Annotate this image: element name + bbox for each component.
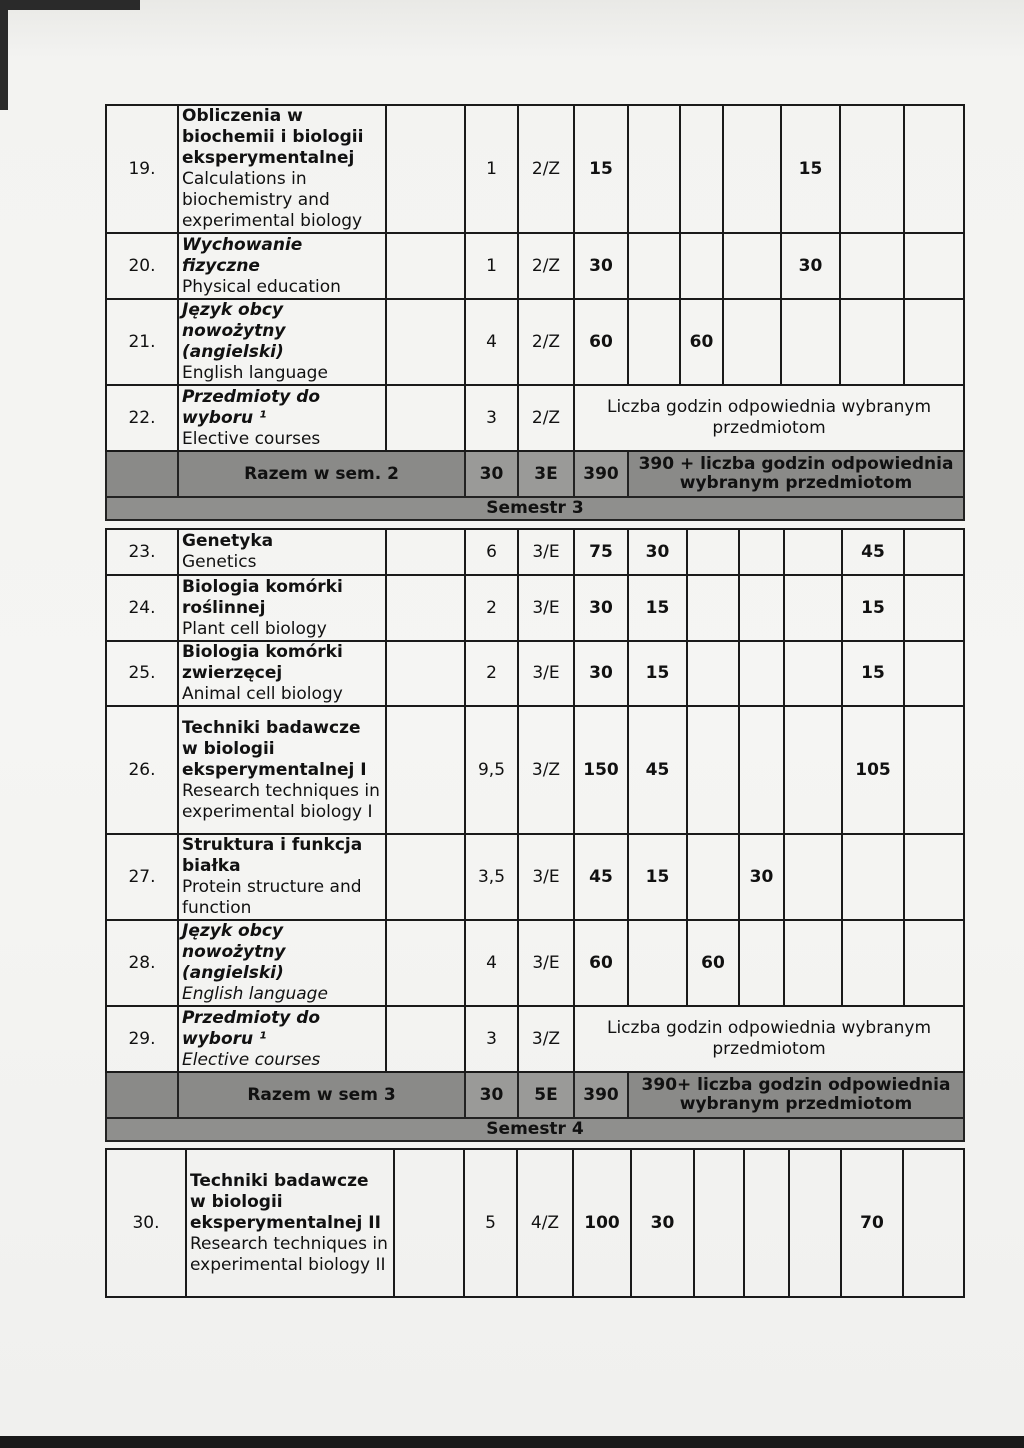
hours-cell-1: [628, 233, 680, 299]
hours-cell-4: [784, 920, 842, 1006]
course-name-pl: Obliczenia w biochemii i biologii eksperymentalnej: [182, 106, 364, 168]
total-hours-cell: 45: [574, 834, 628, 920]
course-name: [178, 233, 386, 299]
summary-ects: 30: [465, 451, 518, 497]
empty-cell: [386, 834, 465, 920]
hours-cell-5: 70: [841, 1149, 903, 1297]
scan-edge-bottom: [0, 1436, 1024, 1448]
curriculum-table-block-1: [105, 104, 965, 521]
course-name-pl: Biologia komórki roślinnej: [182, 576, 343, 618]
course-name: [178, 385, 386, 451]
ects-cell: 3: [465, 1006, 518, 1072]
semester-header-row: [106, 1118, 964, 1141]
hours-cell-2: [680, 233, 723, 299]
ects-cell: 9,5: [465, 706, 518, 834]
hours-cell-3: 30: [739, 834, 784, 920]
ects-cell: 2: [465, 575, 518, 641]
course-name: [178, 920, 386, 1006]
course-name-en: Elective courses: [182, 1049, 321, 1070]
empty-cell: [904, 105, 964, 233]
hours-cell-3: [739, 920, 784, 1006]
ects-cell: 5: [464, 1149, 517, 1297]
empty-cell: [386, 299, 465, 385]
hours-cell-1: 15: [628, 641, 687, 706]
hours-cell-4: [784, 575, 842, 641]
course-name-pl: Przedmioty do wyboru ¹: [182, 1007, 321, 1049]
hours-cell-5: 45: [842, 529, 904, 575]
hours-cell-4: [784, 834, 842, 920]
row-number: 19.: [106, 105, 178, 233]
hours-cell-4: [784, 706, 842, 834]
empty-cell: [386, 920, 465, 1006]
hours-cell-2: 60: [680, 299, 723, 385]
course-name: [178, 299, 386, 385]
course-name-pl: Techniki badawcze w biologii eksperymentalnej I: [182, 717, 367, 780]
empty-cell: [386, 233, 465, 299]
hours-cell-1: [628, 105, 680, 233]
course-row: [106, 641, 964, 706]
total-hours-cell: 30: [574, 641, 628, 706]
ects-cell: 3: [465, 385, 518, 451]
semester-form-cell: 3/E: [518, 641, 574, 706]
summary-note: 390 + liczba godzin odpowiednia wybranym przedmiotom: [628, 451, 964, 497]
hours-cell-1: 30: [631, 1149, 694, 1297]
empty-cell: [386, 385, 465, 451]
summary-exams: 3E: [518, 451, 574, 497]
hours-cell-4: [781, 299, 840, 385]
hours-cell-5: 105: [842, 706, 904, 834]
hours-cell-3: [739, 575, 784, 641]
semester-form-cell: 3/Z: [518, 1006, 574, 1072]
empty-cell: [904, 920, 964, 1006]
hours-cell-2: [680, 105, 723, 233]
hours-cell-2: [694, 1149, 744, 1297]
empty-cell: [386, 641, 465, 706]
course-name: [178, 575, 386, 641]
course-name-en: Physical education: [182, 276, 341, 297]
ects-cell: 4: [465, 920, 518, 1006]
course-name-en: English language: [182, 363, 328, 383]
course-name-pl: Struktura i funkcja białka: [182, 835, 363, 876]
course-name-pl: Wychowanie fizyczne: [182, 234, 303, 276]
row-number: 21.: [106, 299, 178, 385]
course-row: [106, 299, 964, 385]
course-name: [178, 529, 386, 575]
row-number: 23.: [106, 529, 178, 575]
semester-form-cell: 3/E: [518, 920, 574, 1006]
empty-cell: [904, 641, 964, 706]
total-hours-cell: 60: [574, 920, 628, 1006]
empty-cell: [106, 451, 178, 497]
semester-header-row: [106, 497, 964, 520]
empty-cell: [904, 575, 964, 641]
hours-cell-4: [784, 529, 842, 575]
semester-4-title: Semestr 4: [106, 1118, 964, 1141]
hours-cell-3: [739, 706, 784, 834]
semester-form-cell: 3/E: [518, 575, 574, 641]
course-name-pl: Biologia komórki zwierzęcej: [182, 642, 343, 683]
hours-cell-4: 15: [781, 105, 840, 233]
ects-cell: 6: [465, 529, 518, 575]
empty-cell: [904, 299, 964, 385]
empty-cell: [904, 834, 964, 920]
empty-cell: [904, 706, 964, 834]
hours-cell-4: 30: [781, 233, 840, 299]
total-hours-cell: 30: [574, 233, 628, 299]
summary-total: 390: [574, 1072, 628, 1118]
course-row: [106, 920, 964, 1006]
ects-cell: 1: [465, 105, 518, 233]
hours-cell-3: [723, 299, 781, 385]
row-number: 30.: [106, 1149, 186, 1297]
hours-cell-2: [687, 575, 739, 641]
elective-hours-note: Liczba godzin odpowiednia wybranym przedmiotom: [574, 1006, 964, 1072]
empty-cell: [386, 105, 465, 233]
hours-cell-1: 15: [628, 575, 687, 641]
hours-cell-2: 60: [687, 920, 739, 1006]
hours-cell-3: [739, 529, 784, 575]
course-name-en: Elective courses: [182, 428, 321, 449]
hours-cell-1: 45: [628, 706, 687, 834]
row-number: 27.: [106, 834, 178, 920]
hours-cell-5: [842, 920, 904, 1006]
course-row: [106, 233, 964, 299]
course-name-pl: Język obcy nowożytny (angielski): [182, 921, 286, 983]
empty-cell: [903, 1149, 964, 1297]
row-number: 24.: [106, 575, 178, 641]
empty-cell: [386, 529, 465, 575]
semester-form-cell: 4/Z: [517, 1149, 573, 1297]
summary-label: Razem w sem 3: [178, 1072, 465, 1118]
hours-cell-5: [840, 299, 904, 385]
total-hours-cell: 150: [574, 706, 628, 834]
row-number: 28.: [106, 920, 178, 1006]
course-name-pl: Język obcy nowożytny (angielski): [182, 300, 286, 362]
hours-cell-1: [628, 920, 687, 1006]
course-name-en: Research techniques in experimental biology II: [190, 1233, 388, 1275]
row-number: 29.: [106, 1006, 178, 1072]
scan-edge-top: [0, 0, 140, 10]
semester-3-title: Semestr 3: [106, 497, 964, 520]
hours-cell-3: [723, 233, 781, 299]
course-row: [106, 385, 964, 451]
hours-cell-3: [739, 641, 784, 706]
hours-cell-5: 15: [842, 575, 904, 641]
course-name-en: English language: [182, 984, 328, 1004]
course-name: [186, 1149, 394, 1297]
course-name: [178, 105, 386, 233]
course-row: [106, 529, 964, 575]
course-name-pl: Techniki badawcze w biologii eksperymentalnej II: [190, 1170, 381, 1233]
course-row: [106, 105, 964, 233]
course-name: [178, 706, 386, 834]
hours-cell-3: [744, 1149, 789, 1297]
total-hours-cell: 30: [574, 575, 628, 641]
curriculum-table-semester-4: [105, 1148, 965, 1298]
semester-form-cell: 2/Z: [518, 385, 574, 451]
empty-cell: [904, 529, 964, 575]
hours-cell-2: [687, 529, 739, 575]
row-number: 26.: [106, 706, 178, 834]
course-name-pl: Przedmioty do wyboru ¹: [182, 386, 321, 428]
course-row: [106, 834, 964, 920]
course-name-en: Animal cell biology: [182, 684, 343, 704]
course-row: [106, 575, 964, 641]
course-name-en: Protein structure and function: [182, 877, 362, 918]
total-hours-cell: 75: [574, 529, 628, 575]
semester-form-cell: 3/Z: [518, 706, 574, 834]
hours-cell-4: [784, 641, 842, 706]
summary-total: 390: [574, 451, 628, 497]
summary-row: [106, 451, 964, 497]
summary-exams: 5E: [518, 1072, 574, 1118]
summary-row: [106, 1072, 964, 1118]
ects-cell: 4: [465, 299, 518, 385]
hours-cell-5: [842, 834, 904, 920]
row-number: 25.: [106, 641, 178, 706]
empty-cell: [904, 233, 964, 299]
row-number: 22.: [106, 385, 178, 451]
summary-ects: 30: [465, 1072, 518, 1118]
hours-cell-1: 30: [628, 529, 687, 575]
course-name-en: Research techniques in experimental biology I: [182, 780, 380, 822]
total-hours-cell: 60: [574, 299, 628, 385]
hours-cell-5: [840, 233, 904, 299]
hours-cell-5: [840, 105, 904, 233]
row-number: 20.: [106, 233, 178, 299]
course-row: [106, 1006, 964, 1072]
semester-form-cell: 3/E: [518, 529, 574, 575]
course-name-en: Calculations in biochemistry and experimental biology: [182, 169, 363, 231]
semester-form-cell: 2/Z: [518, 233, 574, 299]
course-name: [178, 1006, 386, 1072]
hours-cell-3: [723, 105, 781, 233]
course-name-en: Plant cell biology: [182, 618, 327, 639]
course-name: [178, 641, 386, 706]
hours-cell-2: [687, 834, 739, 920]
course-row: [106, 1149, 964, 1297]
hours-cell-4: [789, 1149, 841, 1297]
course-name: [178, 834, 386, 920]
course-name-en: Genetics: [182, 552, 257, 572]
semester-form-cell: 3/E: [518, 834, 574, 920]
empty-cell: [386, 1006, 465, 1072]
curriculum-table-semester-3: [105, 528, 965, 1142]
semester-form-cell: 2/Z: [518, 299, 574, 385]
semester-form-cell: 2/Z: [518, 105, 574, 233]
course-row: [106, 706, 964, 834]
empty-cell: [106, 1072, 178, 1118]
hours-cell-2: [687, 706, 739, 834]
empty-cell: [386, 706, 465, 834]
summary-label: Razem w sem. 2: [178, 451, 465, 497]
hours-cell-1: [628, 299, 680, 385]
scan-edge-left: [0, 0, 8, 110]
empty-cell: [394, 1149, 464, 1297]
empty-cell: [386, 575, 465, 641]
course-name-pl: Genetyka: [182, 531, 274, 551]
total-hours-cell: 100: [573, 1149, 631, 1297]
ects-cell: 1: [465, 233, 518, 299]
hours-cell-2: [687, 641, 739, 706]
hours-cell-1: 15: [628, 834, 687, 920]
summary-note: 390+ liczba godzin odpowiednia wybranym przedmiotom: [628, 1072, 964, 1118]
elective-hours-note: Liczba godzin odpowiednia wybranym przedmiotom: [574, 385, 964, 451]
ects-cell: 3,5: [465, 834, 518, 920]
ects-cell: 2: [465, 641, 518, 706]
hours-cell-5: 15: [842, 641, 904, 706]
total-hours-cell: 15: [574, 105, 628, 233]
